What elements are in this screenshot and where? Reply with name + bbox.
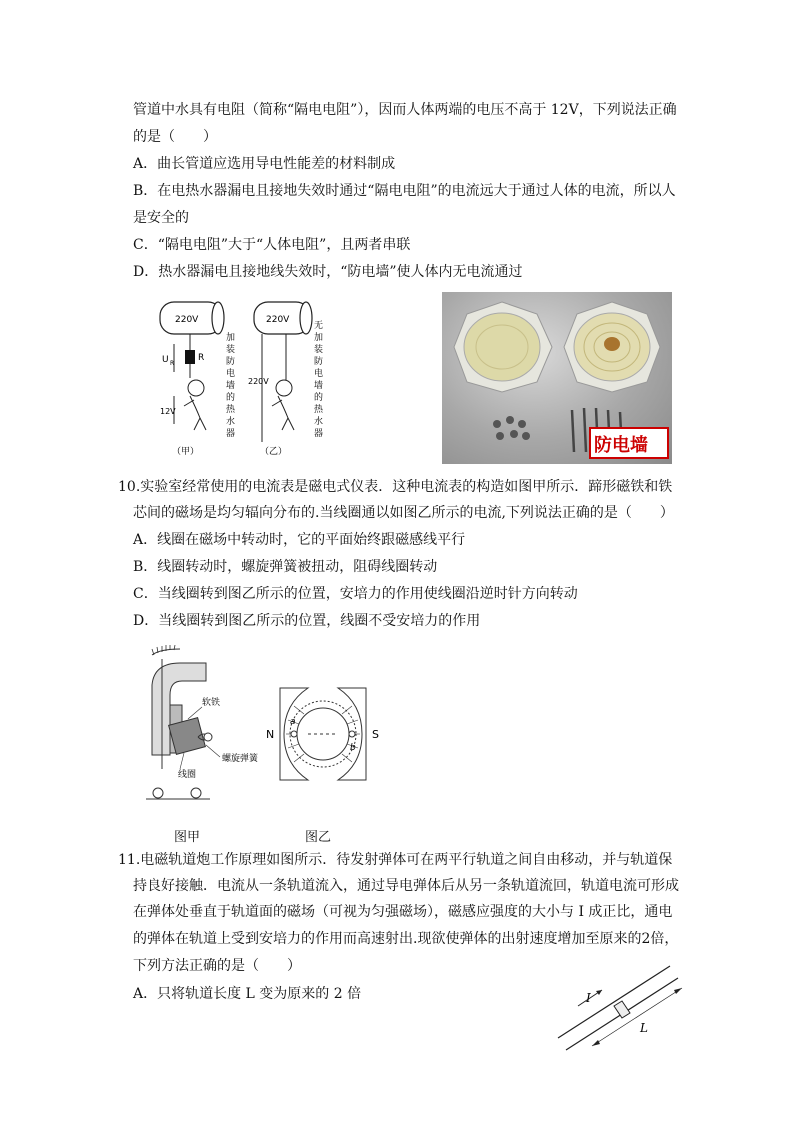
label-b: b xyxy=(350,743,356,753)
label-n: N xyxy=(266,728,275,741)
svg-text:电: 电 xyxy=(226,369,236,379)
q10-option-b: B．线圈转动时，螺旋弹簧被扭动，阻碍线圈转动 xyxy=(133,559,438,575)
q9-option-b: B．在电热水器漏电且接地失效时通过“隔电电阻”的电流远大于通过人体的电流，所以人 xyxy=(133,183,676,199)
left-tank-voltage: 220V xyxy=(175,315,199,325)
svg-text:热: 热 xyxy=(226,405,236,415)
svg-text:器: 器 xyxy=(314,429,324,439)
q9-line-2: 的是（ ） xyxy=(133,129,217,145)
q10-line-2: 芯间的磁场是均匀辐向分布的.当线圈通以如图乙所示的电流,下列说法正确的是（ ） xyxy=(133,505,674,521)
svg-text:装: 装 xyxy=(226,345,236,355)
q11-line-2: 持良好接触．电流从一条轨道流入，通过导电弹体后从另一条轨道流回，轨道电流可形成 xyxy=(133,878,679,894)
svg-text:墙: 墙 xyxy=(226,381,236,391)
svg-text:防: 防 xyxy=(314,357,324,367)
q11-option-a: A．只将轨道长度 L 变为原来的 2 倍 xyxy=(133,986,362,1002)
svg-text:R: R xyxy=(170,360,175,367)
caption-fig-yi: 图乙 xyxy=(305,830,332,845)
svg-text:水: 水 xyxy=(314,417,324,427)
svg-text:R: R xyxy=(198,353,205,363)
caption-fig-jia: 图甲 xyxy=(174,830,201,845)
svg-text:加: 加 xyxy=(314,333,324,343)
coil-cross-section xyxy=(262,684,384,786)
caption-jia: （甲） xyxy=(172,447,200,457)
q11-line-5: 下列方法正确的是（ ） xyxy=(133,958,301,974)
svg-text:加: 加 xyxy=(226,333,236,343)
heater-diagram xyxy=(150,296,340,464)
q10-option-c: C．当线圈转到图乙所示的位置，安培力的作用使线圈沿逆时针方向转动 xyxy=(133,586,578,602)
svg-text:U: U xyxy=(162,355,169,365)
label-coil: 线圈 xyxy=(178,770,197,780)
q9-line-1: 管道中水具有电阻（简称“隔电电阻”），因而人体两端的电压不高于 12V，下列说法正确 xyxy=(133,102,677,118)
q9-option-c: C．“隔电电阻”大于“人体电阻”，且两者串联 xyxy=(133,237,411,253)
svg-text:热: 热 xyxy=(314,405,324,415)
q11-line-1: 11.电磁轨道炮工作原理如图所示．待发射弹体可在两平行轨道之间自由移动，并与轨道保 xyxy=(118,852,673,868)
side-text-left xyxy=(226,331,236,439)
q9-option-d: D．热水器漏电且接地线失效时，“防电墙”使人体内无电流通过 xyxy=(133,264,523,280)
q9-option-a: A．曲长管道应选用导电性能差的材料制成 xyxy=(133,156,396,172)
svg-text:12V: 12V xyxy=(160,407,176,416)
label-spring: 螺旋弹簧 xyxy=(222,754,259,764)
svg-text:的: 的 xyxy=(226,393,236,403)
label-current-i: I xyxy=(586,991,591,1005)
svg-text:装: 装 xyxy=(314,345,324,355)
right-flange xyxy=(564,302,660,392)
left-flange xyxy=(454,302,552,392)
galvanometer-structure xyxy=(140,645,270,805)
svg-text:墙: 墙 xyxy=(314,381,324,391)
svg-text:无: 无 xyxy=(314,321,324,331)
resistor-r xyxy=(185,350,195,364)
label-length-l: L xyxy=(640,1021,648,1035)
svg-text:水: 水 xyxy=(226,417,236,427)
svg-text:防: 防 xyxy=(226,357,236,367)
q10-option-a: A．线圈在磁场中转动时，它的平面始终跟磁感线平行 xyxy=(133,532,466,548)
svg-text:电: 电 xyxy=(314,369,324,379)
anti-shock-photo xyxy=(442,292,672,464)
q10-option-d: D．当线圈转到图乙所示的位置，线圈不受安培力的作用 xyxy=(133,613,481,629)
q11-line-3: 在弹体处垂直于轨道面的磁场（可视为匀强磁场），磁感应强度的大小与 I 成正比，通电 xyxy=(133,904,673,920)
q9-option-b-cont: 是安全的 xyxy=(133,210,189,226)
caption-yi: （乙） xyxy=(260,447,288,457)
side-text-right xyxy=(314,320,324,439)
svg-text:的: 的 xyxy=(314,393,324,403)
nuts xyxy=(493,416,530,440)
svg-text:器: 器 xyxy=(226,429,236,439)
label-soft-iron: 软铁 xyxy=(202,698,221,708)
q10-line-1: 10.实验室经常使用的电流表是磁电式仪表．这种电流表的构造如图甲所示．蹄形磁铁和铁 xyxy=(118,479,673,495)
photo-label: 防电墙 xyxy=(594,435,648,456)
rail-gun-diagram xyxy=(552,960,692,1055)
label-a: a xyxy=(290,717,296,727)
right-tank-voltage: 220V xyxy=(266,315,290,325)
q11-line-4: 的弹体在轨道上受到安培力的作用而高速射出.现欲使弹体的出射速度增加至原来的2倍， xyxy=(133,931,679,947)
svg-text:220V: 220V xyxy=(248,377,269,386)
label-s: S xyxy=(372,728,379,741)
